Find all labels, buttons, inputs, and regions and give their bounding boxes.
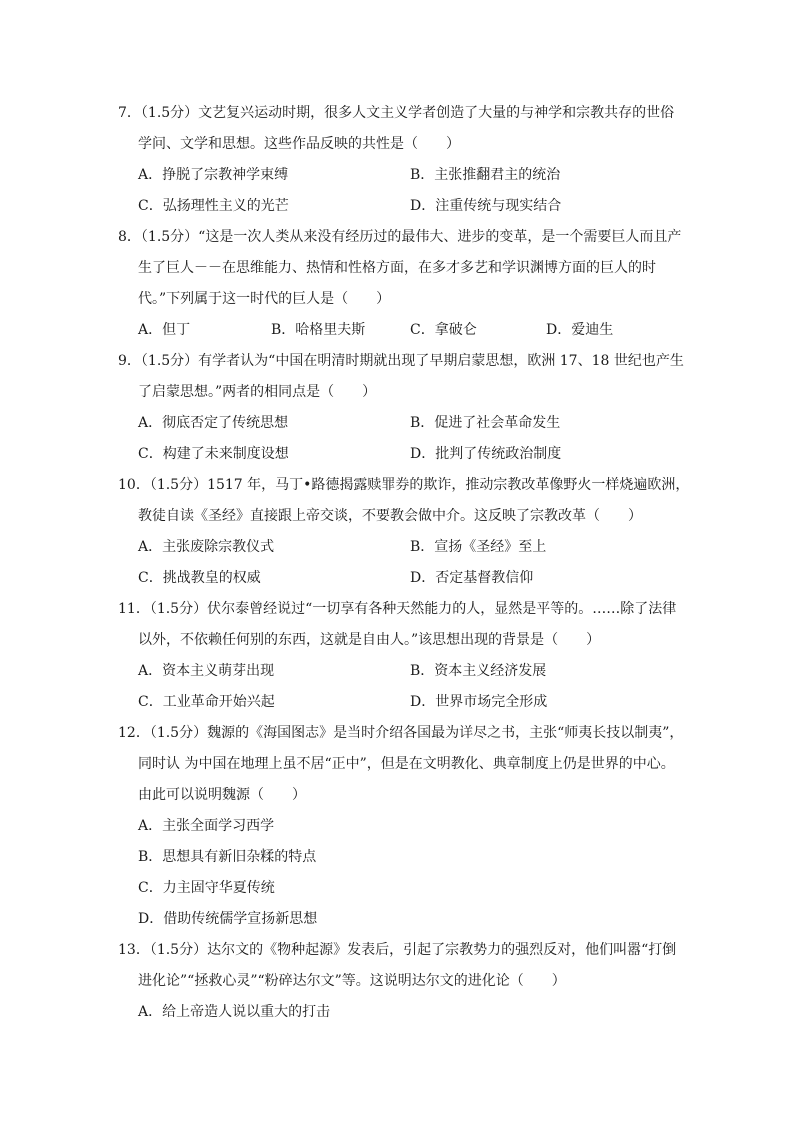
question-stem-line: 以外，不依赖任何别的东西，这就是自由人。”该思想出现的背景是（ ） [138, 632, 601, 648]
question-stem-line: 8．（1.5分）“这是一次人类从来没有经历过的最伟大、进步的变革，是一个需要巨人而且产 [118, 229, 682, 245]
option-row [118, 191, 680, 222]
question-item [118, 346, 684, 470]
question-stem-line: 代。”下列属于这一时代的巨人是（ ） [138, 291, 391, 307]
answer-option[interactable]: A．资本主义萌芽出现 [138, 663, 275, 679]
question-stem-line: 生了巨人－－在思维能力、热情和性格方面，在多才多艺和学识渊博方面的巨人的时 [138, 260, 656, 276]
answer-option[interactable]: A．挣脱了宗教神学束缚 [138, 167, 289, 183]
answer-option[interactable]: A．主张废除宗教仪式 [138, 539, 275, 555]
question-stem-line: 教徒自读《圣经》直接跟上帝交谈，不要教会做中介。这反映了宗教改革（ ） [138, 508, 642, 524]
answer-option[interactable]: D．否定基督教信仰 [410, 570, 534, 586]
answer-option[interactable]: B．主张推翻君主的统治 [410, 167, 561, 183]
answer-option[interactable]: C．挑战教皇的权威 [138, 570, 261, 586]
question-stem-line: 9．（1.5分）有学者认为“中国在明清时期就出现了早期启蒙思想，欧洲 17、18 世纪也产生 [118, 353, 684, 369]
question-stem-line: 同时认 为中国在地理上虽不居“正中”，但是在文明教化、典章制度上仍是世界的中心。 [138, 756, 675, 772]
question-stem-line: 7．（1.5分）文艺复兴运动时期，很多人文主义学者创造了大量的与神学和宗教共存的世俗 [118, 105, 675, 121]
question-stem-line: 进化论”“拯救心灵”“粉碎达尔文”等。这说明达尔文的进化论（ ） [138, 973, 566, 989]
option-row [118, 439, 680, 470]
answer-option[interactable]: D．爱迪生 [546, 322, 614, 338]
answer-option[interactable]: D．借助传统儒学宣扬新思想 [138, 911, 318, 927]
question-stem-line: 了启蒙思想。”两者的相同点是（ ） [138, 384, 377, 400]
answer-option[interactable]: A．彻底否定了传统思想 [138, 415, 289, 431]
option-row [118, 563, 680, 594]
question-stem-line: 11．（1.5分）伏尔泰曾经说过“一切享有各种天然能力的人，显然是平等的。……除了法律 [118, 601, 677, 617]
question-stem-line: 12．（1.5分）魏源的《海国图志》是当时介绍各国最为详尽之书，主张“师夷长技以制夷”， [118, 725, 684, 741]
answer-option[interactable]: C．工业革命开始兴起 [138, 694, 275, 710]
question-item [118, 594, 680, 718]
answer-option[interactable]: C．力主固守华夏传统 [138, 880, 275, 896]
question-item [118, 470, 690, 594]
answer-option[interactable]: B．资本主义经济发展 [410, 663, 547, 679]
answer-option[interactable]: D．批判了传统政治制度 [410, 446, 562, 462]
option-row [118, 532, 680, 563]
question-stem-line: 学问、文学和思想。这些作品反映的共性是（ ） [138, 136, 460, 152]
question-stem-line: 10．（1.5分）1517 年，马丁•路德揭露赎罪券的欺诈，推动宗教改革像野火一样烧遍欧洲， [118, 477, 690, 493]
answer-option[interactable]: A．但丁 [138, 322, 191, 338]
option-row [118, 315, 680, 346]
answer-option[interactable]: A．主张全面学习西学 [138, 818, 275, 834]
option-row [118, 160, 680, 191]
question-item [118, 98, 680, 222]
answer-option[interactable]: B．哈格里夫斯 [271, 322, 366, 338]
answer-option[interactable]: D．注重传统与现实结合 [410, 198, 562, 214]
question-item [118, 935, 680, 1028]
question-item [118, 718, 684, 935]
answer-option[interactable]: B．宣扬《圣经》至上 [410, 539, 547, 555]
answer-option[interactable]: C．构建了未来制度设想 [138, 446, 289, 462]
answer-option[interactable]: A．给上帝造人说以重大的打击 [138, 1004, 331, 1020]
question-list [118, 98, 690, 1028]
answer-option[interactable]: B．促进了社会革命发生 [410, 415, 561, 431]
answer-option[interactable]: B．思想具有新旧杂糅的特点 [138, 849, 317, 865]
option-row [118, 656, 680, 687]
option-row [118, 687, 680, 718]
question-stem-line: 13．（1.5分）达尔文的《物种起源》发表后，引起了宗教势力的强烈反对，他们叫嚣“打倒 [118, 942, 677, 958]
question-item [118, 222, 680, 346]
answer-option[interactable]: C．弘扬理性主义的光芒 [138, 198, 289, 214]
option-row [118, 408, 680, 439]
answer-option[interactable]: D．世界市场完全形成 [410, 694, 548, 710]
answer-option[interactable]: C．拿破仑 [410, 322, 477, 338]
question-stem-line: 由此可以说明魏源（ ） [138, 787, 306, 803]
